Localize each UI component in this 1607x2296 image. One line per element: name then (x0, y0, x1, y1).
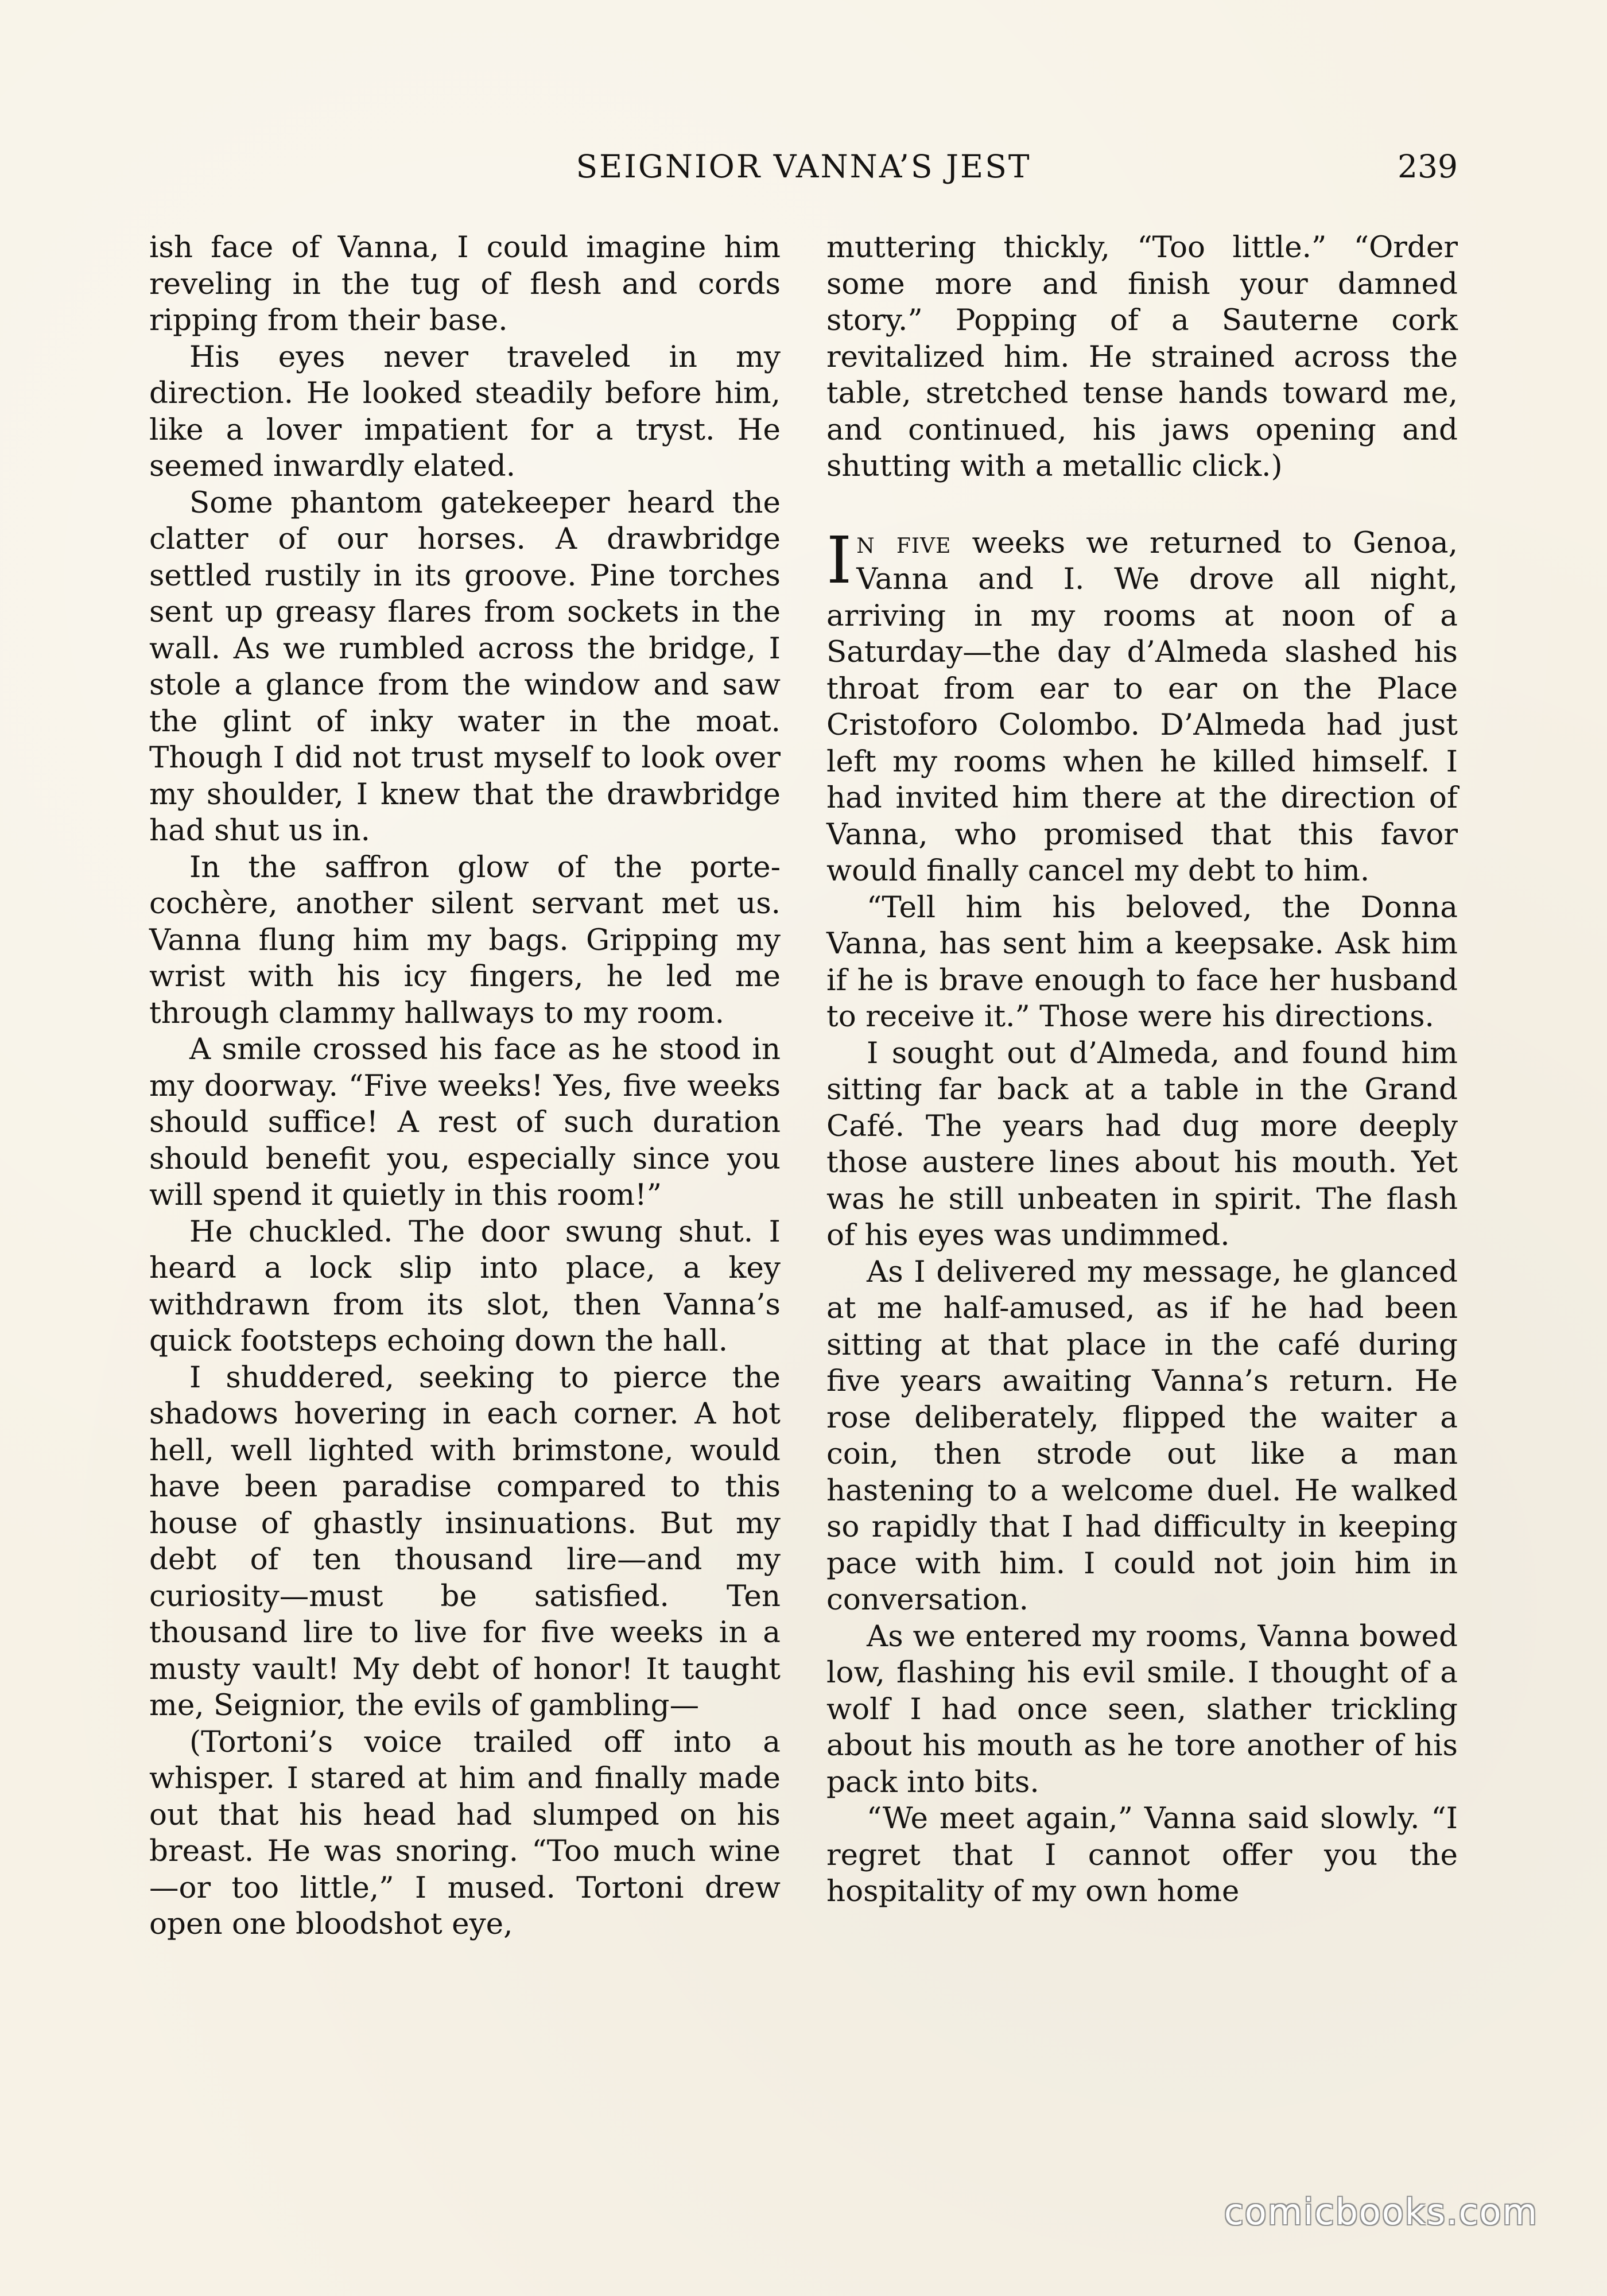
left-paragraph-3: Some phantom gatekeeper heard the clatter of our horses. A drawbridge settled rustily in its groove. Pine torches sent up greasy flares from sockets in the wall. As we rumbled across the bridge, I stole a glance from the window and saw the glint of inky water in the moat. Though I did not trust myself to look over my shoulder, I knew that the drawbridge had shut us in. (149, 485, 781, 848)
running-header (149, 141, 1458, 192)
right-paragraph-2: “Tell him his beloved, the Donna Vanna, has sent him a keepsake. Ask him if he is brave enough to face her husband to receive it.” Those were his directions. (826, 890, 1458, 1034)
section-opening-paragraph (826, 525, 1458, 890)
left-paragraph-7: I shuddered, seeking to pierce the shadows hovering in each corner. A hot hell, well lighted with brimstone, would have been paradise compared to this house of ghastly insinuations. But my debt of ten thousand lire—and my curiosity—must be satisfied. Ten thousand lire to live for five weeks in a musty vault! My debt of honor! It taught me, Seignior, the evils of gambling— (149, 1360, 781, 1723)
page-number: 239 (1398, 148, 1458, 185)
small-caps-opening: n five (856, 525, 952, 560)
left-paragraph-5: A smile crossed his face as he stood in my doorway. “Five weeks! Yes, five weeks should suffice! A rest of such duration should benefit you, especially since you will spend it quietly in this room!” (149, 1032, 781, 1212)
right-paragraph-3: I sought out d’Almeda, and found him sitting far back at a table in the Grand Café. The years had dug more deeply those austere lines about his mouth. Yet was he still unbeaten in spirit. The flash of his eyes was undimmed. (826, 1035, 1458, 1252)
right-column (826, 230, 1458, 1910)
left-paragraph-8: (Tortoni’s voice trailed off into a whisper. I stared at him and finally made out that his head had slumped on his breast. He was snoring. “Too much wine—or too little,” I mused. Tortoni drew open one bloodshot eye, (149, 1724, 781, 1941)
running-title: SEIGNIOR VANNA’S JEST (576, 148, 1031, 185)
section-gap (826, 485, 1458, 525)
right-paragraph-6: “We meet again,” Vanna said slowly. “I regret that I cannot offer you the hospitality of my own home (826, 1801, 1458, 1909)
drop-cap: I (826, 523, 852, 598)
right-paragraph-5: As we entered my rooms, Vanna bowed low, flashing his evil smile. I thought of a wolf I had once seen, slather trickling about his mouth as he tore another of his pack into bits. (826, 1619, 1458, 1799)
watermark: comicbooks.com (1224, 2191, 1538, 2233)
left-column (149, 230, 781, 1943)
right-paragraph-top: muttering thickly, “Too little.” “Order some more and finish your damned story.” Popping of a Sauterne cork revitalized him. He strained across the table, stretched tense hands toward me, and continued, his jaws opening and shutting with a metallic click.) (826, 230, 1458, 483)
left-paragraph-6: He chuckled. The door swung shut. I heard a lock slip into place, a key withdrawn from its slot, then Vanna’s quick footsteps echoing down the hall. (149, 1214, 781, 1358)
section-opening-text: weeks we returned to Genoa, Vanna and I. We drove all night, arriving in my rooms at noon of a Saturday—the day d’Almeda slashed his throat from ear to ear on the Place Cristoforo Colombo. D’Almeda had just left my rooms when he killed himself. I had invited him there at the direction of Vanna, who promised that this favor would finally cancel my debt to him. (826, 525, 1458, 888)
left-paragraph-4: In the saffron glow of the porte-cochère, another silent servant met us. Vanna flung him my bags. Gripping my wrist with his icy fingers, he led me through clammy hallways to my room. (149, 850, 781, 1030)
right-paragraph-4: As I delivered my message, he glanced at me half-amused, as if he had been sitting at that place in the café during five years awaiting Vanna’s return. He rose deliberately, flipped the waiter a coin, then strode out like a man hastening to a welcome duel. He walked so rapidly that I had difficulty in keeping pace with him. I could not join him in conversation. (826, 1254, 1458, 1617)
left-paragraph-2: His eyes never traveled in my direction. He looked steadily before him, like a lover impatient for a tryst. He seemed inwardly elated. (149, 339, 781, 483)
left-paragraph-1: ish face of Vanna, I could imagine him reveling in the tug of flesh and cords ripping from their base. (149, 230, 781, 338)
